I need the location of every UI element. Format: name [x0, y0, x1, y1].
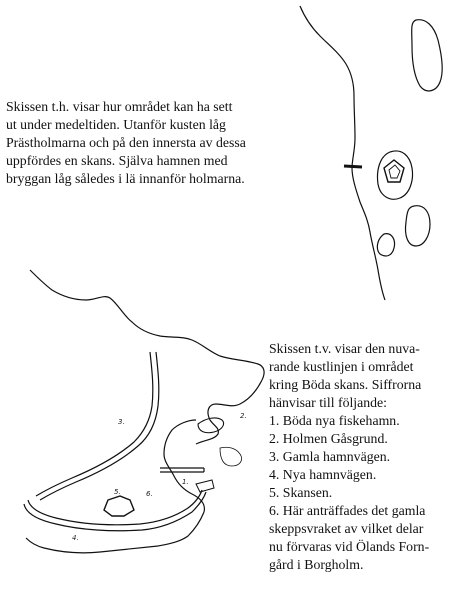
old-harbour-road: [36, 352, 153, 496]
legend-item-5: 5. Skansen.: [269, 485, 333, 500]
map-label-1: 1.: [182, 478, 189, 486]
top-caption-line: uppfördes en skans. Själva hamnen med: [6, 153, 228, 168]
legend-item-3: 3. Gamla hamnvägen.: [269, 449, 391, 464]
present-coastline-south: [26, 512, 204, 553]
map-label-5: 5.: [114, 488, 121, 496]
map-label-2: 2.: [240, 412, 247, 420]
legend-item-4: 4. Nya hamnvägen.: [269, 467, 377, 482]
bottom-caption-line: Skissen t.v. visar den nuva-: [269, 341, 420, 356]
skansen-outline: [104, 496, 134, 516]
old-harbour-road-edge: [40, 352, 159, 500]
present-coastline-north: [30, 270, 264, 380]
map-label-3: 3.: [118, 418, 125, 426]
top-caption-line: ut under medeltiden. Utanför kusten låg: [6, 117, 226, 132]
present-coastline-bay: [196, 380, 262, 444]
legend-item-6: 6. Här anträffades det gamla: [269, 503, 426, 518]
top-caption-line: bryggan låg således i lä innanför holmarna.: [6, 171, 245, 186]
map-label-4: 4.: [72, 534, 79, 542]
legend-item-2: 2. Holmen Gåsgrund.: [269, 431, 388, 446]
harbour-breakwater: [196, 480, 214, 492]
legend-item-1: 1. Böda nya fiskehamn.: [269, 413, 400, 428]
bottom-caption-line: kring Böda skans. Siffrorna: [269, 377, 422, 392]
legend-item-6-cont: gård i Borgholm.: [269, 557, 364, 572]
top-caption-line: Prästholmarna och på den innersta av dessa: [6, 135, 246, 150]
top-caption-line: Skissen t.h. visar hur området kan ha sett: [6, 99, 233, 114]
map-label-6: 6.: [146, 490, 153, 498]
legend-item-6-cont: nu förvaras vid Ölands Forn-: [269, 539, 430, 554]
legend-item-6-cont: skeppsvraket av vilket delar: [269, 521, 424, 536]
bottom-caption-line: hänvisar till följande:: [269, 395, 388, 410]
present-coastline-islet-east: [220, 447, 242, 466]
bottom-caption-line: rande kustlinjen i området: [269, 359, 414, 374]
bottom-caption: [269, 340, 456, 574]
top-caption: [6, 98, 296, 188]
